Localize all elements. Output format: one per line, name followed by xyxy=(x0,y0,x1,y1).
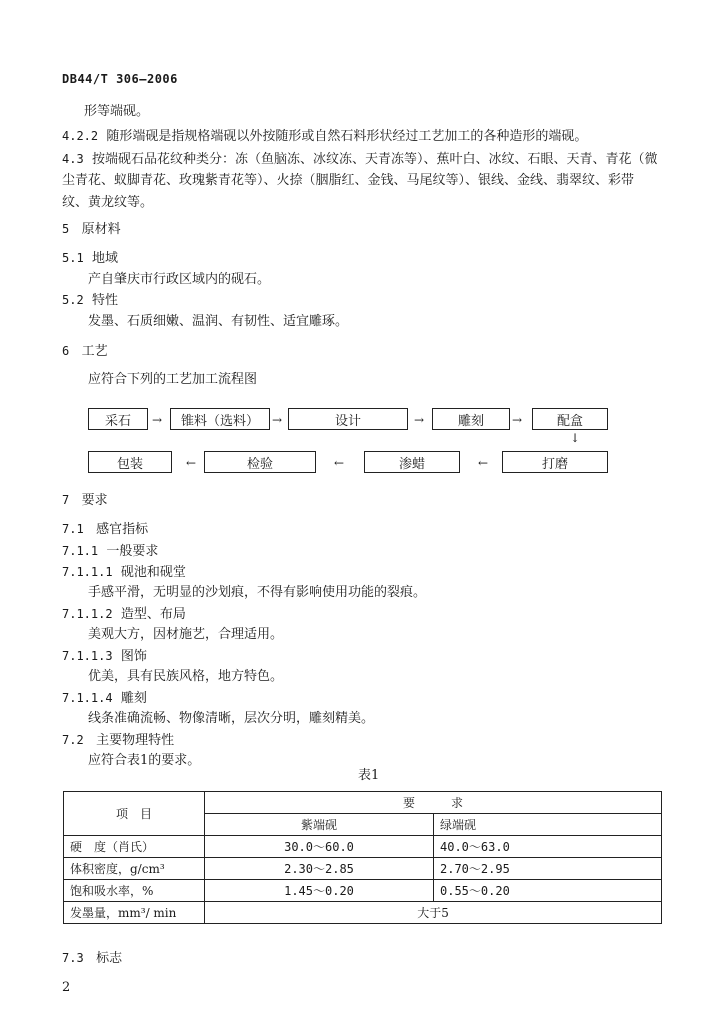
text-line: 形等端砚。 xyxy=(84,104,150,119)
table-cell: 体积密度，g/cm³ xyxy=(64,858,205,880)
table-header-row xyxy=(64,792,662,814)
section-7-heading xyxy=(62,492,108,509)
arrow-right-icon: → xyxy=(272,413,283,427)
clause-text: 按端砚石品花纹种类分：冻（鱼脑冻、冰纹冻、天青冻等）、蕉叶白、冰纹、石眼、天青、青花（微 xyxy=(91,152,658,167)
section-7-1-1-4-heading xyxy=(62,690,147,707)
section-title: 地域 xyxy=(91,251,118,266)
section-7-1-heading xyxy=(62,521,148,538)
text-line: 美观大方，因材施艺，合理适用。 xyxy=(88,627,284,642)
section-title: 特性 xyxy=(91,293,118,308)
clause-number: 4.3 xyxy=(62,152,84,166)
physical-properties-table xyxy=(63,791,662,924)
table-cell: 2.30～2.85 xyxy=(205,858,434,880)
section-7-2-heading xyxy=(62,732,174,749)
arrow-left-icon: ← xyxy=(186,456,197,470)
section-title: 标志 xyxy=(96,951,123,966)
section-number: 7.1.1 xyxy=(62,544,99,558)
table-cell: 30.0～60.0 xyxy=(205,836,434,858)
section-title: 主要物理特性 xyxy=(96,733,175,748)
section-7-1-1-heading xyxy=(62,543,158,560)
section-title: 砚池和砚堂 xyxy=(120,565,186,580)
clause-number: 4.2.2 xyxy=(62,129,99,143)
section-number: 7.1.1.2 xyxy=(62,607,113,621)
section-number: 7.1.1.3 xyxy=(62,649,113,663)
section-title: 图饰 xyxy=(120,649,147,664)
flow-step: 采石 xyxy=(88,408,148,430)
section-5-heading xyxy=(62,221,121,238)
flow-step: 雕刻 xyxy=(432,408,510,430)
table-row xyxy=(64,880,662,902)
flow-step: 配盒 xyxy=(532,408,608,430)
clause-4-2-2 xyxy=(62,128,587,145)
section-title: 造型、布局 xyxy=(120,607,186,622)
table-header-cell: 要 求 xyxy=(205,792,662,814)
table-cell: 40.0～63.0 xyxy=(434,836,662,858)
section-number: 6 xyxy=(62,344,70,358)
table-cell: 1.45～0.20 xyxy=(205,880,434,902)
section-5-1-heading xyxy=(62,250,118,267)
text-line: 发墨、石质细嫩、温润、有韧性、适宜雕琢。 xyxy=(88,314,349,329)
section-7-3-heading xyxy=(62,950,122,967)
flow-step: 设计 xyxy=(288,408,408,430)
section-number: 5 xyxy=(62,222,70,236)
section-title: 感官指标 xyxy=(96,522,149,537)
table-cell: 硬 度（肖氏） xyxy=(64,836,205,858)
clause-text: 随形端砚是指规格端砚以外按随形或自然石料形状经过工艺加工的各种造形的端砚。 xyxy=(106,129,588,144)
text-line: 纹、黄龙纹等。 xyxy=(62,195,154,210)
table-cell: 发墨量，mm³/ min xyxy=(64,902,205,924)
flow-step: 打磨 xyxy=(502,451,608,473)
table-header-cell: 项 目 xyxy=(64,792,205,836)
section-title: 原材料 xyxy=(81,222,121,237)
arrow-down-icon: ↓ xyxy=(570,431,581,445)
flow-step: 包装 xyxy=(88,451,172,473)
flow-step: 锥料（选料） xyxy=(170,408,270,430)
section-7-1-1-2-heading xyxy=(62,606,186,623)
section-6-heading xyxy=(62,343,108,360)
section-title: 工艺 xyxy=(81,344,108,359)
text-line: 尘青花、蚁脚青花、玫瑰紫青花等）、火捺（胭脂红、金钱、马尾纹等）、银线、金线、翡翠纹、彩带 xyxy=(62,173,635,188)
page-number: 2 xyxy=(62,980,71,995)
section-number: 5.2 xyxy=(62,293,84,307)
text-line: 产自肇庆市行政区域内的砚石。 xyxy=(88,272,271,287)
text-line: 应符合表1的要求。 xyxy=(88,753,201,768)
section-number: 7.2 xyxy=(62,733,84,747)
table-cell: 大于5 xyxy=(205,902,662,924)
text-line: 应符合下列的工艺加工流程图 xyxy=(88,372,258,387)
section-5-2-heading xyxy=(62,292,118,309)
text-line: 线条准确流畅、物像清晰，层次分明，雕刻精美。 xyxy=(88,711,375,726)
arrow-right-icon: → xyxy=(512,413,523,427)
table-row xyxy=(64,836,662,858)
section-number: 7.1 xyxy=(62,522,84,536)
table-header-cell: 绿端砚 xyxy=(434,814,662,836)
text-line: 优美，具有民族风格，地方特色。 xyxy=(88,669,284,684)
flow-step: 渗蜡 xyxy=(364,451,460,473)
table-caption: 表1 xyxy=(358,768,380,783)
section-title: 要求 xyxy=(81,493,108,508)
section-number: 7 xyxy=(62,493,70,507)
flow-step: 检验 xyxy=(204,451,316,473)
arrow-left-icon: ← xyxy=(334,456,345,470)
table-cell: 2.70～2.95 xyxy=(434,858,662,880)
text-line: 手感平滑，无明显的沙划痕，不得有影响使用功能的裂痕。 xyxy=(88,585,427,600)
arrow-right-icon: → xyxy=(414,413,425,427)
table-row xyxy=(64,902,662,924)
clause-4-3 xyxy=(62,151,657,168)
table-header-cell: 紫端砚 xyxy=(205,814,434,836)
standard-code-header: DB44/T 306—2006 xyxy=(62,72,178,86)
section-number: 7.1.1.4 xyxy=(62,691,113,705)
section-number: 5.1 xyxy=(62,251,84,265)
section-number: 7.1.1.1 xyxy=(62,565,113,579)
section-number: 7.3 xyxy=(62,951,84,965)
section-title: 雕刻 xyxy=(120,691,147,706)
table-row xyxy=(64,858,662,880)
table-cell: 0.55～0.20 xyxy=(434,880,662,902)
section-7-1-1-1-heading xyxy=(62,564,186,581)
arrow-left-icon: ← xyxy=(478,456,489,470)
section-7-1-1-3-heading xyxy=(62,648,147,665)
section-title: 一般要求 xyxy=(106,544,159,559)
table-cell: 饱和吸水率，% xyxy=(64,880,205,902)
arrow-right-icon: → xyxy=(152,413,163,427)
